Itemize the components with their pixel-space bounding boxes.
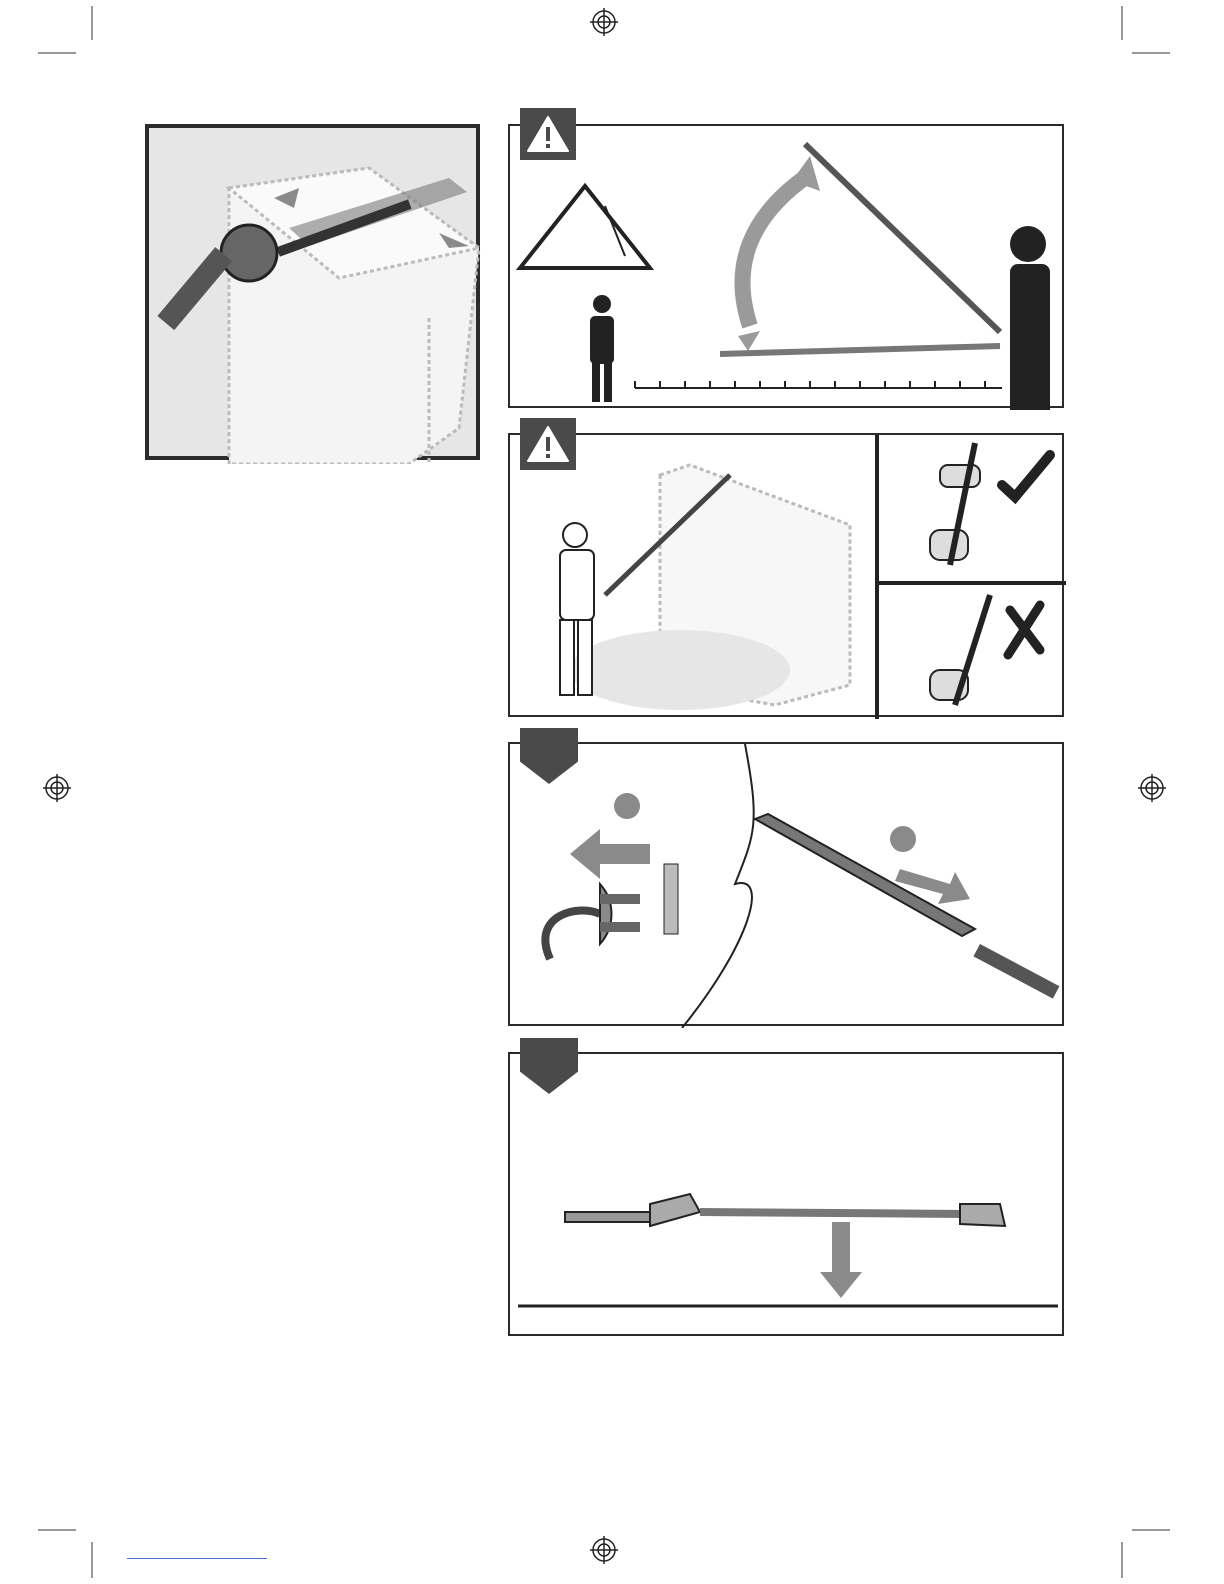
hedge-top-cut-illustration bbox=[149, 128, 484, 464]
unplug-blade-cover-illustration bbox=[510, 744, 1066, 1028]
down-arrow bbox=[820, 1222, 862, 1298]
socket-icon bbox=[664, 864, 678, 934]
section-divider bbox=[682, 744, 754, 1028]
unplug-arrow bbox=[570, 829, 650, 879]
lowered-trimmer bbox=[720, 346, 1000, 354]
checkmark-icon bbox=[1002, 455, 1050, 497]
registration-target-icon bbox=[590, 8, 618, 36]
motor-head bbox=[221, 225, 277, 281]
panel-unplug-blade-cover bbox=[508, 742, 1064, 1026]
panel-overhead-warning bbox=[508, 124, 1064, 408]
panel-protective-gear-warning bbox=[508, 433, 1064, 717]
step-dot bbox=[614, 793, 640, 819]
distance-scale bbox=[635, 381, 1002, 388]
warning-badge bbox=[520, 418, 576, 470]
stored-motor-head bbox=[650, 1194, 700, 1226]
operator-with-gear bbox=[560, 523, 594, 695]
stored-blade bbox=[565, 1212, 655, 1222]
clippings-pile bbox=[570, 630, 790, 710]
swing-arc-arrow bbox=[743, 174, 811, 326]
trimmer-blade bbox=[973, 944, 1059, 999]
raised-trimmer bbox=[805, 144, 1000, 332]
registration-target-icon bbox=[1138, 774, 1166, 802]
wrong-grip-hands bbox=[930, 595, 990, 705]
pole-handle bbox=[157, 247, 232, 330]
warning-badge bbox=[520, 108, 576, 160]
protective-gear-illustration bbox=[510, 435, 1066, 719]
warning-icon bbox=[520, 418, 576, 470]
registration-target-icon bbox=[590, 1536, 618, 1564]
registration-target-icon bbox=[43, 774, 71, 802]
panel-hedge-top-cut bbox=[145, 124, 480, 460]
stored-handle bbox=[960, 1204, 1005, 1226]
operator-silhouette bbox=[1010, 226, 1050, 410]
panel-storage bbox=[508, 1052, 1064, 1336]
power-cord bbox=[545, 910, 600, 959]
stored-pole bbox=[700, 1212, 965, 1214]
overhead-warning-illustration bbox=[510, 126, 1066, 410]
blade-cover bbox=[755, 814, 975, 936]
footer-rule bbox=[127, 1558, 267, 1559]
falling-object-warning-icon bbox=[520, 186, 650, 268]
plug-icon bbox=[600, 884, 611, 944]
storage-illustration bbox=[510, 1054, 1066, 1338]
step-dot bbox=[890, 826, 916, 852]
cross-icon bbox=[1008, 605, 1040, 655]
bystander-figure bbox=[590, 295, 614, 402]
correct-grip-hands bbox=[930, 443, 980, 565]
warning-icon bbox=[520, 108, 576, 160]
